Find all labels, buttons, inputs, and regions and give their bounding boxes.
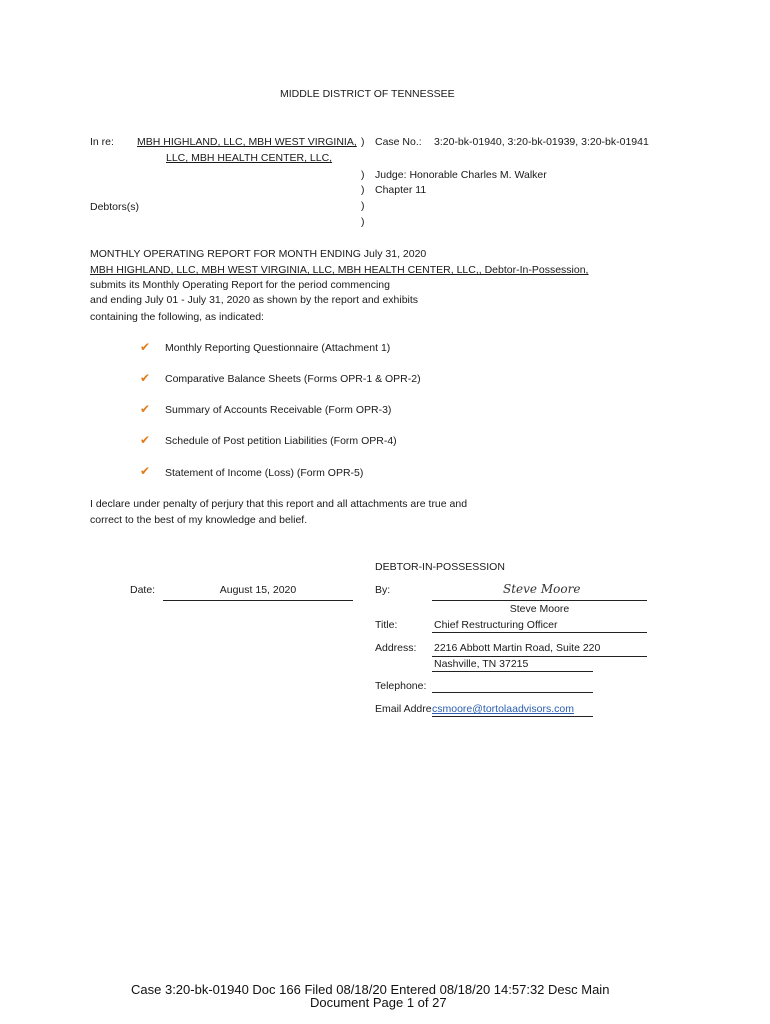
caption-paren: ) [361,216,365,228]
debtors-label: Debtors(s) [90,201,140,213]
judge-line: Judge: Honorable Charles M. Walker [375,169,547,181]
address-line2: Nashville, TN 37215 [434,658,529,670]
debtors-names-line2: LLC, MBH HEALTH CENTER, LLC, [166,152,333,164]
report-debtors: MBH HIGHLAND, LLC, MBH WEST VIRGINIA, LLC, MBH HEALTH CENTER, LLC,, Debtor-In-Possession, [90,264,589,276]
checklist-label: Statement of Income (Loss) (Form OPR-5) [165,467,364,479]
caption-paren: ) [361,200,365,212]
dip-heading: DEBTOR-IN-POSSESSION [375,561,505,573]
checkmark-icon: ✔ [140,464,151,478]
date-line [163,600,353,601]
title-value: Chief Restructuring Officer [434,619,558,631]
by-label: By: [375,584,391,596]
declaration-text: correct to the best of my knowledge and belief. [90,514,308,526]
court-heading: MIDDLE DISTRICT OF TENNESSEE [280,88,455,100]
telephone-line [432,692,593,693]
date-value: August 15, 2020 [219,584,297,596]
chapter-line: Chapter 11 [375,184,427,196]
filing-footer-line1: Case 3:20-bk-01940 Doc 166 Filed 08/18/20 Entered 08/18/20 14:57:32 Desc Main [131,982,610,997]
in-re-label: In re: [90,136,114,148]
title-label: Title: [375,619,398,631]
checklist-label: Summary of Accounts Receivable (Form OPR-3) [165,404,392,416]
case-no-value: 3:20-bk-01940, 3:20-bk-01939, 3:20-bk-01941 [434,136,649,148]
email-link[interactable]: csmoore@tortolaadvisors.com [432,703,574,715]
caption-paren: ) [361,169,365,181]
checkmark-icon: ✔ [140,402,151,416]
address-line1-rule [432,656,647,657]
address-line1: 2216 Abbott Martin Road, Suite 220 [434,642,601,654]
report-text: containing the following, as indicated: [90,311,264,323]
case-no-label: Case No.: [375,136,422,148]
checklist-label: Schedule of Post petition Liabilities (Form OPR-4) [165,435,397,447]
telephone-label: Telephone: [375,680,427,692]
date-label: Date: [130,584,156,596]
checklist-label: Monthly Reporting Questionnaire (Attachment 1) [165,342,391,354]
address-line2-rule [432,671,593,672]
checkmark-icon: ✔ [140,433,151,447]
checklist-label: Comparative Balance Sheets (Forms OPR-1 & OPR-2) [165,373,421,385]
checkmark-icon: ✔ [140,371,151,385]
filing-footer-line2: Document Page 1 of 27 [310,995,447,1010]
debtors-names-line1: MBH HIGHLAND, LLC, MBH WEST VIRGINIA, [137,136,357,148]
report-title: MONTHLY OPERATING REPORT FOR MONTH ENDING July 31, 2020 [90,248,427,260]
report-text: and ending July 01 - July 31, 2020 as shown by the report and exhibits [90,294,419,306]
checkmark-icon: ✔ [140,340,151,354]
email-line [432,716,593,717]
title-line [432,632,647,633]
email-label: Email Addre [375,703,432,715]
caption-paren: ) [361,184,365,196]
address-label: Address: [375,642,417,654]
report-text: submits its Monthly Operating Report for the period commencing [90,279,390,291]
signature-line [432,600,647,601]
declaration-text: I declare under penalty of perjury that this report and all attachments are true and [90,498,468,510]
caption-paren: ) [361,136,365,148]
printed-name: Steve Moore [509,603,570,615]
signature: Steve Moore [503,582,581,596]
